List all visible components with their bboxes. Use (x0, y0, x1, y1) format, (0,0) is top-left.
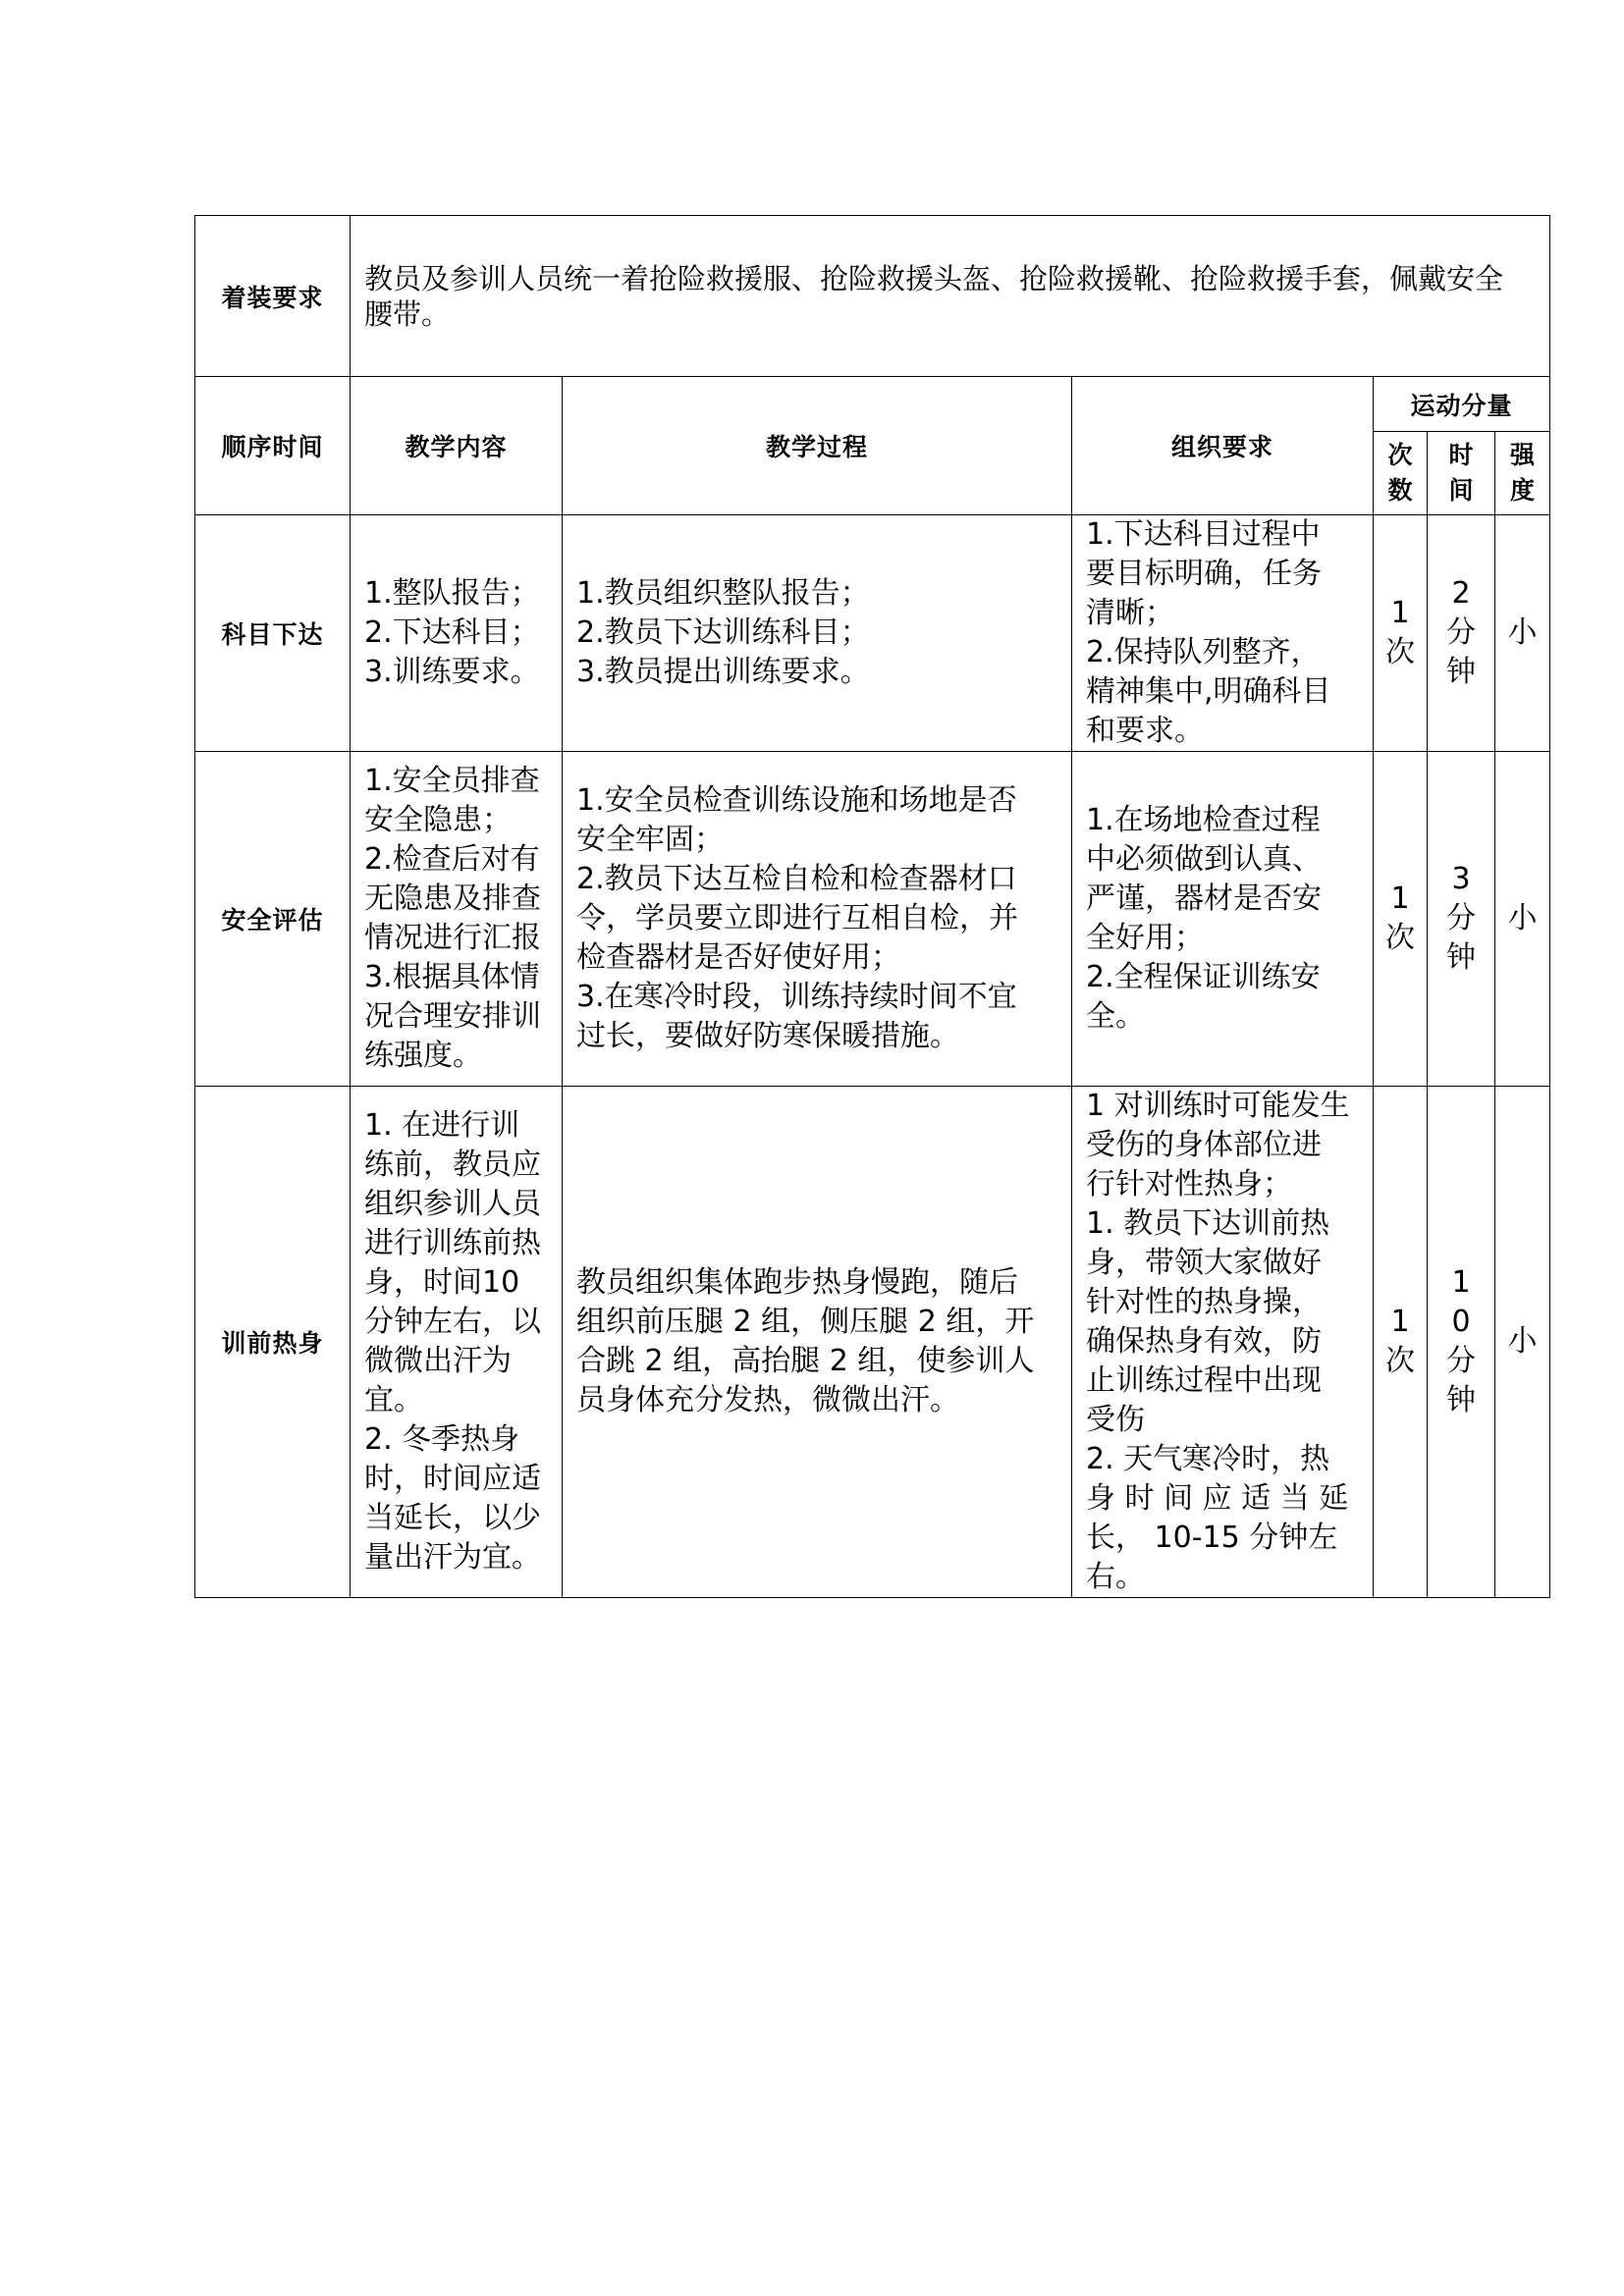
header-intensity-char: 强 (1510, 441, 1536, 469)
text-line: 2.教员下达训练科目； (576, 615, 870, 650)
text-line: 情况进行汇报 (364, 921, 541, 955)
row-process (563, 515, 1072, 752)
text-line: 2.检查后对有 (364, 842, 540, 877)
text-line: 合跳 2 组，高抬腿 2 组，使参训人 (576, 1344, 1035, 1378)
row-time (1428, 752, 1495, 1087)
text-line: 安全隐患； (364, 803, 512, 837)
text-line: 1 对训练时可能发生 (1086, 1089, 1350, 1123)
text-line: 清晰； (1086, 596, 1174, 630)
text-line: 针对性的热身操， (1086, 1285, 1322, 1319)
header-exercise-load: 运动分量 (1374, 377, 1550, 432)
text-line: 3.训练要求。 (364, 655, 540, 689)
training-plan-table (194, 215, 1550, 1598)
count-char: 次 (1385, 635, 1415, 669)
time-char: 钟 (1446, 1383, 1476, 1417)
text-line: 1.安全员检查训练设施和场地是否 (576, 783, 1017, 818)
text-line: 1.教员组织整队报告； (576, 576, 870, 611)
text-line: 教员组织集体跑步热身慢跑，随后 (576, 1265, 1018, 1300)
row-process (563, 1087, 1072, 1598)
row-count (1374, 515, 1428, 752)
header-requirements: 组织要求 (1072, 377, 1374, 515)
text-line: 全好用； (1086, 921, 1204, 955)
header-time-char: 时 (1448, 441, 1474, 469)
row-label: 训前热身 (195, 1087, 351, 1598)
time-char: 钟 (1446, 655, 1476, 689)
time-char: 0 (1451, 1305, 1471, 1339)
count-char: 1 (1390, 881, 1410, 916)
text-line: 分钟左右，以 (364, 1305, 541, 1339)
text-line: 3.教员提出训练要求。 (576, 655, 870, 689)
text-line: 微微出汗为 (364, 1344, 512, 1378)
header-process: 教学过程 (563, 377, 1072, 515)
text-line: 受伤 (1086, 1403, 1145, 1437)
row-requirements (1072, 1087, 1374, 1598)
text-line: 全。 (1086, 999, 1145, 1034)
row-requirements (1072, 515, 1374, 752)
text-line: 检查器材是否好使好用； (576, 940, 900, 975)
text-line: 行针对性热身； (1086, 1167, 1292, 1201)
text-line: 员身体充分发热，微微出汗。 (576, 1383, 959, 1417)
text-line: 组织参训人员 (364, 1187, 541, 1221)
row-time (1428, 515, 1495, 752)
count-char: 1 (1390, 1305, 1410, 1339)
header-count-char: 次 (1387, 441, 1413, 469)
text-line: 身，带领大家做好 (1086, 1246, 1322, 1280)
time-char: 分 (1446, 901, 1476, 935)
text-line: 令，学员要立即进行互相自检，并 (576, 901, 1018, 935)
header-order-time: 顺序时间 (195, 377, 351, 515)
text-line: 3.在寒冷时段，训练持续时间不宜 (576, 980, 1017, 1014)
time-char: 1 (1451, 1265, 1471, 1300)
text-line: 时，时间应适 (364, 1462, 541, 1496)
dress-code-line: 教员及参训人员统一着抢险救援服、抢险救援头盔、抢险救援靴、抢险救援手套，佩戴安全 (364, 261, 1504, 295)
text-line: 受伤的身体部位进 (1086, 1128, 1322, 1162)
text-line: 要目标明确，任务 (1086, 557, 1322, 591)
text-line: 1. 教员下达训前热 (1086, 1206, 1330, 1241)
text-line: 和要求。 (1086, 714, 1204, 748)
dress-code-row (195, 216, 1550, 377)
row-content (351, 752, 563, 1087)
text-line: 右。 (1086, 1560, 1145, 1594)
text-line: 过长，要做好防寒保暖措施。 (576, 1019, 959, 1053)
text-line: 练前，教员应 (364, 1148, 541, 1182)
row-time (1428, 1087, 1495, 1598)
text-line: 2.全程保证训练安 (1086, 960, 1321, 994)
text-line: 宜。 (364, 1383, 423, 1417)
text-line: 2. 冬季热身 (364, 1422, 520, 1457)
dress-code-line: 腰带。 (364, 296, 451, 331)
time-char: 3 (1451, 862, 1471, 896)
header-intensity (1495, 432, 1550, 515)
time-char: 分 (1446, 615, 1476, 650)
text-line: 止训练过程中出现 (1086, 1363, 1322, 1398)
time-char: 2 (1451, 576, 1471, 611)
text-line: 严谨，器材是否安 (1086, 881, 1322, 916)
text-line: 3.根据具体情 (364, 960, 540, 994)
text-line: 身，时间10 (364, 1265, 520, 1300)
row-intensity: 小 (1495, 515, 1550, 752)
row-count (1374, 1087, 1428, 1598)
text-line: 量出汗为宜。 (364, 1540, 541, 1575)
text-line: 安全牢固； (576, 823, 724, 857)
text-line: 进行训练前热 (364, 1226, 541, 1260)
text-line: 1.整队报告； (364, 576, 540, 611)
text-line: 1.下达科目过程中 (1086, 517, 1321, 552)
header-row (195, 377, 1550, 432)
table-row (195, 515, 1550, 752)
text-line: 确保热身有效，防 (1086, 1324, 1322, 1359)
text-line: 练强度。 (364, 1039, 482, 1073)
text-line: 身 时 间 应 适 当 延 (1086, 1481, 1349, 1516)
text-line: 2.下达科目； (364, 615, 540, 650)
row-intensity: 小 (1495, 1087, 1550, 1598)
row-process (563, 752, 1072, 1087)
row-content (351, 515, 563, 752)
row-label: 安全评估 (195, 752, 351, 1087)
header-time-char: 间 (1448, 476, 1474, 505)
text-line: 精神集中,明确科目 (1086, 674, 1331, 709)
text-line: 长， 10-15 分钟左 (1086, 1521, 1338, 1555)
header-intensity-char: 度 (1510, 476, 1536, 505)
text-line: 2.保持队列整齐， (1086, 635, 1321, 669)
count-char: 1 (1390, 596, 1410, 630)
dress-code-text (351, 216, 1550, 377)
text-line: 2. 天气寒冷时，热 (1086, 1442, 1330, 1476)
row-intensity: 小 (1495, 752, 1550, 1087)
time-char: 钟 (1446, 940, 1476, 975)
text-line: 1. 在进行训 (364, 1108, 520, 1143)
text-line: 2.教员下达互检自检和检查器材口 (576, 862, 1017, 896)
header-count-char: 数 (1387, 476, 1413, 505)
text-line: 1.安全员排查 (364, 764, 540, 798)
text-line: 中必须做到认真、 (1086, 842, 1322, 877)
row-count (1374, 752, 1428, 1087)
text-line: 况合理安排训 (364, 999, 541, 1034)
text-line: 组织前压腿 2 组，侧压腿 2 组，开 (576, 1305, 1035, 1339)
dress-code-label: 着装要求 (195, 216, 351, 377)
row-content (351, 1087, 563, 1598)
text-line: 1.在场地检查过程 (1086, 803, 1321, 837)
text-line: 无隐患及排查 (364, 881, 541, 916)
header-time (1428, 432, 1495, 515)
table-row (195, 752, 1550, 1087)
text-line: 当延长，以少 (364, 1501, 541, 1535)
header-count (1374, 432, 1428, 515)
header-content: 教学内容 (351, 377, 563, 515)
time-char: 分 (1446, 1344, 1476, 1378)
row-requirements (1072, 752, 1374, 1087)
row-label: 科目下达 (195, 515, 351, 752)
count-char: 次 (1385, 1344, 1415, 1378)
count-char: 次 (1385, 921, 1415, 955)
table-row (195, 1087, 1550, 1598)
